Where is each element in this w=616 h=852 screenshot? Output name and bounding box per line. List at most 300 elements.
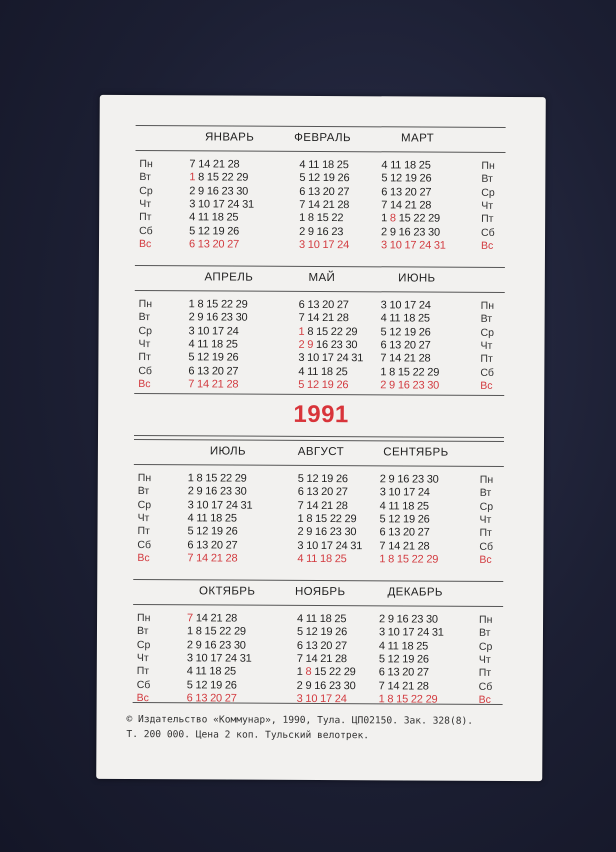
day-number: 23 (330, 338, 346, 352)
day-number: 26 (418, 326, 431, 339)
day-number: 27 (417, 526, 430, 539)
day-number: 13 (306, 486, 322, 499)
day-number: 8 (307, 212, 317, 225)
day-number: 14 (198, 158, 213, 171)
day-number: 9 (388, 473, 398, 486)
day-number: 14 (387, 679, 403, 692)
day-number: 3 (298, 352, 308, 365)
day-number: 4 (189, 211, 198, 224)
day-number: 18 (211, 338, 226, 351)
day-number: 18 (320, 365, 336, 378)
day-number: 17 (321, 352, 337, 365)
day-number: 19 (404, 326, 419, 339)
day-number: 28 (337, 198, 350, 212)
day-number: 14 (388, 539, 403, 552)
week-row (188, 338, 237, 352)
day-number: 18 (320, 552, 335, 565)
day-label-right: Вт (480, 313, 493, 326)
day-number: 18 (322, 159, 337, 172)
day-number: 15 (205, 472, 221, 485)
day-number: 6 (299, 185, 309, 198)
week-row (298, 499, 348, 513)
day-number: 17 (212, 198, 228, 211)
month-name: НОЯБРЬ (294, 585, 346, 599)
day-number: 20 (403, 339, 419, 352)
day-number: 3 (187, 498, 197, 511)
day-number: 9 (389, 379, 398, 392)
week-row (188, 486, 247, 500)
day-number: 8 (387, 693, 397, 706)
day-number: 23 (413, 225, 429, 239)
day-number: 28 (336, 312, 349, 325)
week-row (297, 693, 347, 707)
day-number: 11 (307, 365, 322, 378)
day-number: 10 (388, 486, 404, 499)
week-row (299, 185, 349, 199)
day-number: 30 (234, 485, 247, 498)
day-number: 25 (334, 552, 347, 565)
day-number: 18 (209, 665, 225, 678)
day-number: 5 (187, 525, 197, 538)
day-number: 20 (404, 186, 420, 199)
day-label-left: Сб (138, 364, 152, 377)
day-number: 10 (307, 238, 323, 251)
day-number: 10 (387, 626, 403, 639)
day-number: 19 (403, 513, 418, 526)
day-number: 5 (296, 626, 306, 639)
day-number: 19 (404, 172, 420, 185)
day-number: 30 (427, 379, 440, 392)
day-number: 26 (227, 225, 240, 238)
day-label-right: Вт (478, 627, 491, 640)
day-number: 3 (378, 626, 388, 639)
day-number: 18 (210, 512, 225, 525)
day-number: 11 (195, 665, 210, 678)
day-number: 28 (418, 352, 431, 365)
week-row (381, 173, 431, 187)
week-row (379, 526, 429, 540)
day-number: 6 (297, 486, 307, 499)
week-row (380, 500, 429, 514)
day-number: 13 (307, 298, 323, 312)
day-number: 11 (389, 312, 404, 325)
week-row (380, 366, 439, 380)
day-number: 24 (225, 499, 241, 512)
day-number: 22 (329, 512, 345, 526)
day-number: 13 (197, 238, 213, 251)
day-number: 21 (211, 378, 227, 391)
day-number: 19 (402, 653, 418, 666)
day-number: 21 (403, 352, 419, 365)
day-number: 19 (211, 351, 227, 364)
week-row (379, 613, 438, 627)
day-number: 8 (389, 365, 398, 378)
day-number: 16 (316, 225, 332, 238)
day-number: 7 (189, 158, 199, 171)
day-number: 10 (307, 352, 322, 365)
day-number: 23 (331, 225, 344, 238)
day-number: 3 (189, 198, 199, 211)
week-row (297, 613, 346, 627)
day-number: 31 (350, 539, 363, 552)
week-row (298, 513, 357, 527)
day-number: 27 (335, 486, 348, 499)
day-number: 17 (320, 539, 336, 552)
month-name: МАРТ (401, 132, 435, 145)
day-number: 21 (212, 158, 228, 171)
day-label-right: Вт (481, 173, 493, 186)
day-number: 24 (418, 299, 431, 312)
day-number: 28 (335, 499, 348, 512)
month-name: СЕНТЯБРЬ (383, 446, 449, 459)
day-number: 31 (351, 352, 364, 365)
day-number: 14 (196, 552, 211, 565)
day-label-left: Вс (136, 691, 149, 704)
day-number: 20 (322, 185, 338, 198)
day-number: 30 (426, 473, 439, 486)
day-number: 23 (221, 185, 237, 198)
day-number: 1 (186, 625, 196, 638)
day-number: 15 (396, 553, 412, 566)
day-number: 28 (334, 652, 347, 666)
week-row (188, 512, 237, 526)
day-number: 15 (316, 325, 331, 338)
week-row (381, 199, 431, 213)
day-number: 2 (379, 473, 389, 486)
day-number: 1 (187, 472, 197, 485)
day-number: 16 (396, 613, 412, 626)
day-number: 22 (219, 625, 234, 638)
day-number: 22 (412, 365, 428, 379)
day-number: 15 (314, 666, 330, 679)
week-row (188, 499, 253, 513)
day-number: 7 (379, 539, 389, 552)
day-number: 15 (316, 212, 332, 225)
day-number: 25 (335, 365, 348, 378)
month-name: ЯНВАРЬ (204, 131, 255, 144)
day-label-left: Сб (137, 538, 152, 551)
day-number: 29 (425, 693, 438, 706)
day-number: 8 (306, 512, 316, 525)
day-number: 24 (419, 239, 434, 252)
day-number: 26 (336, 378, 349, 391)
day-number: 27 (337, 185, 350, 198)
day-number: 20 (402, 666, 417, 679)
week-row (299, 325, 358, 339)
week-row (380, 352, 430, 366)
day-number: 22 (221, 171, 237, 184)
day-number: 22 (220, 298, 236, 311)
day-number: 24 (225, 652, 240, 665)
day-label-left: Чт (139, 197, 152, 210)
day-number: 7 (378, 679, 388, 692)
day-label-left: Ср (137, 498, 152, 511)
day-number: 18 (403, 312, 419, 325)
week-row (380, 379, 439, 393)
day-number: 9 (305, 679, 315, 692)
day-number: 21 (321, 499, 336, 512)
year-title: 1991 (293, 400, 349, 429)
week-row (379, 653, 429, 667)
year-separator-line (134, 435, 504, 438)
day-number: 12 (307, 378, 322, 391)
day-number: 26 (335, 473, 348, 486)
day-number: 13 (389, 339, 405, 352)
day-number: 26 (417, 513, 430, 526)
week-row (379, 627, 444, 641)
day-number: 4 (186, 665, 196, 678)
week-row (187, 539, 237, 553)
day-number: 8 (389, 212, 399, 225)
day-number: 2 (188, 311, 198, 324)
day-number: 16 (314, 679, 330, 692)
day-number: 7 (296, 652, 306, 665)
day-number: 12 (308, 172, 323, 185)
day-number: 15 (398, 212, 414, 225)
day-label-left: Вс (138, 377, 151, 390)
day-number: 1 (299, 212, 308, 225)
day-number: 4 (299, 158, 309, 171)
day-number: 21 (210, 552, 226, 565)
day-number: 4 (297, 552, 307, 565)
day-number: 28 (417, 540, 430, 553)
week-row (381, 186, 431, 200)
week-row (187, 692, 237, 706)
day-label-left: Ср (138, 324, 153, 337)
day-number: 24 (226, 325, 239, 338)
week-row (297, 553, 346, 567)
day-label-left: Пт (137, 525, 150, 538)
day-number: 1 (298, 325, 308, 338)
day-number: 5 (379, 513, 389, 526)
week-row (187, 639, 246, 653)
day-number: 2 (186, 638, 196, 651)
day-label-left: Вс (137, 551, 150, 564)
day-number: 27 (225, 539, 238, 552)
day-number: 13 (196, 538, 211, 551)
day-number: 17 (320, 692, 335, 705)
day-number: 7 (297, 499, 307, 512)
day-number: 11 (306, 552, 321, 565)
week-row (381, 313, 430, 327)
day-number: 12 (306, 472, 322, 486)
day-number: 7 (381, 199, 391, 212)
day-number: 15 (204, 625, 220, 638)
day-number: 23 (412, 379, 428, 392)
day-number: 15 (206, 171, 222, 184)
quarter-top-line (133, 579, 503, 582)
day-number: 27 (419, 186, 432, 199)
day-label-right: Пт (479, 527, 492, 540)
day-number: 23 (219, 639, 234, 652)
day-label-right: Пн (479, 613, 493, 626)
day-number: 8 (197, 298, 207, 311)
day-number: 28 (225, 612, 238, 625)
week-row (299, 225, 343, 239)
week-row (188, 365, 238, 379)
day-label-right: Пн (480, 299, 495, 312)
day-number: 17 (212, 325, 227, 338)
day-number: 5 (380, 325, 390, 338)
day-number: 14 (195, 612, 211, 625)
day-number: 29 (343, 666, 356, 679)
week-row (297, 679, 356, 693)
day-number: 2 (381, 225, 390, 238)
day-number: 2 (380, 379, 390, 392)
day-number: 25 (416, 640, 429, 653)
day-number: 1 (189, 171, 199, 184)
day-number: 29 (234, 472, 247, 485)
day-number: 3 (296, 692, 306, 705)
day-number: 14 (307, 198, 323, 211)
day-number: 27 (418, 339, 431, 352)
day-label-left: Пт (136, 665, 150, 678)
day-number: 1 (296, 666, 306, 679)
day-number: 15 (396, 693, 411, 706)
day-number: 20 (210, 538, 226, 552)
day-label-right: Сб (479, 540, 494, 553)
day-label-left: Ср (139, 184, 153, 197)
quarter-top-line (136, 125, 506, 128)
day-label-right: Чт (480, 339, 493, 352)
day-number: 12 (388, 513, 404, 526)
day-number: 3 (379, 486, 389, 499)
day-label-left: Чт (138, 337, 151, 350)
day-number: 24 (227, 198, 243, 211)
day-number: 29 (426, 553, 439, 566)
day-number: 7 (380, 352, 390, 365)
week-row (381, 326, 431, 340)
day-number: 21 (210, 612, 226, 625)
week-row (297, 639, 347, 653)
day-number: 11 (197, 211, 212, 224)
day-number: 8 (195, 625, 205, 638)
day-number: 25 (416, 500, 429, 513)
day-number: 26 (335, 626, 348, 639)
day-number: 25 (226, 211, 239, 224)
day-number: 21 (402, 679, 417, 693)
day-label-left: Вт (137, 485, 150, 498)
month-name: ДЕКАБРЬ (387, 586, 443, 599)
day-number: 9 (197, 311, 207, 324)
day-number: 3 (380, 299, 390, 312)
day-number: 4 (187, 512, 197, 525)
week-row (299, 312, 349, 326)
day-number: 9 (195, 638, 205, 651)
day-number: 1 (380, 365, 390, 378)
week-row (379, 693, 438, 707)
day-number: 2 (189, 184, 199, 197)
day-number: 8 (305, 666, 315, 679)
day-number: 13 (197, 364, 212, 377)
day-number: 22 (329, 666, 344, 679)
day-number: 10 (197, 198, 213, 211)
week-row (299, 199, 349, 213)
day-label-right: Вс (480, 379, 493, 392)
day-number: 20 (322, 299, 337, 312)
quarter-header-line (133, 604, 503, 607)
day-label-right: Чт (479, 513, 492, 526)
day-number: 14 (305, 652, 321, 665)
week-row (189, 298, 248, 312)
day-number: 9 (389, 225, 399, 238)
day-number: 19 (320, 626, 336, 639)
day-number: 16 (316, 338, 331, 351)
day-number: 10 (195, 652, 211, 665)
day-number: 4 (188, 338, 198, 351)
day-number: 26 (224, 679, 237, 692)
day-label-left: Пн (138, 298, 153, 311)
day-number: 17 (404, 239, 420, 252)
day-number: 12 (197, 351, 212, 364)
day-number: 14 (306, 499, 322, 512)
day-label-right: Пт (480, 353, 493, 366)
week-row (189, 172, 248, 186)
day-number: 29 (236, 171, 249, 184)
day-number: 16 (315, 526, 330, 539)
day-label-left: Пт (139, 211, 152, 224)
week-row (298, 339, 357, 353)
week-row (187, 626, 246, 640)
day-number: 20 (210, 692, 225, 705)
day-number: 1 (379, 553, 389, 566)
day-number: 13 (387, 666, 403, 679)
day-number: 24 (335, 539, 351, 552)
day-number: 9 (306, 526, 316, 539)
day-number: 12 (305, 626, 321, 639)
day-number: 16 (204, 638, 220, 652)
week-row (187, 665, 236, 679)
day-number: 6 (186, 692, 196, 705)
day-number: 18 (404, 159, 419, 172)
day-number: 31 (431, 626, 444, 639)
day-number: 4 (380, 312, 390, 325)
week-row (298, 352, 363, 366)
day-number: 22 (220, 472, 235, 485)
week-row (187, 552, 237, 566)
day-number: 31 (239, 652, 252, 665)
day-number: 6 (379, 526, 389, 539)
day-number: 3 (188, 324, 198, 337)
day-label-left: Сб (136, 678, 151, 691)
week-row (380, 339, 430, 353)
day-number: 7 (299, 198, 309, 211)
week-row (189, 158, 239, 172)
month-name: ФЕВРАЛЬ (294, 131, 352, 145)
day-label-right: Пт (481, 213, 494, 226)
day-number: 17 (322, 238, 338, 251)
day-number: 28 (225, 552, 238, 565)
day-label-right: Пн (481, 159, 495, 172)
day-number: 3 (297, 539, 307, 552)
day-number: 11 (308, 158, 323, 172)
day-number: 11 (305, 612, 320, 625)
day-number: 25 (417, 312, 430, 325)
day-number: 7 (187, 612, 196, 625)
day-label-right: Сб (478, 680, 493, 693)
week-row (299, 239, 349, 253)
week-row (299, 212, 343, 226)
day-number: 22 (413, 212, 429, 225)
week-row (381, 159, 430, 173)
day-number: 15 (206, 298, 221, 311)
day-number: 27 (336, 299, 349, 312)
day-number: 1 (297, 512, 307, 525)
day-number: 25 (418, 159, 431, 172)
day-number: 16 (205, 485, 221, 498)
day-number: 26 (416, 653, 429, 666)
day-number: 9 (387, 613, 397, 626)
